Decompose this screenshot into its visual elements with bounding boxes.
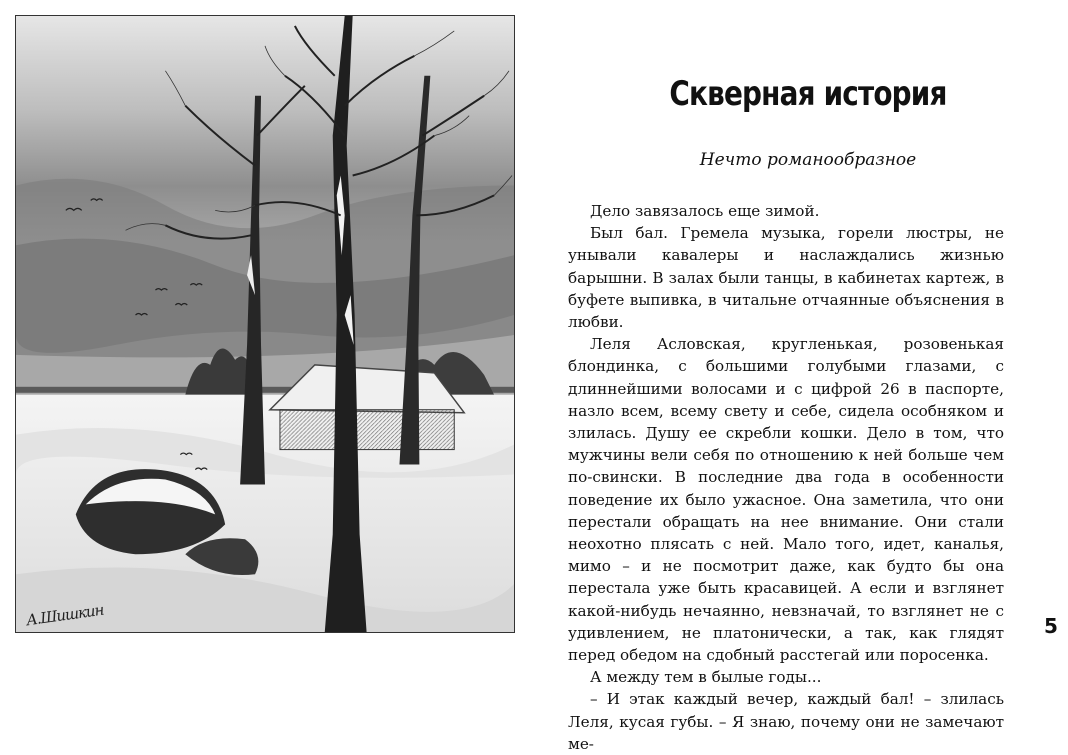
story-subtitle: Нечто романообразное (699, 150, 917, 170)
paragraph: А между тем в былые годы... (590, 668, 822, 687)
paragraph: Был бал. Гремела музыка, горели люстры, не унывали кавалеры и наслаждались жизнью барышни. В залах были танцы, в кабинетах картеж, в буфете выпивка, в читальне отчаянные объяснения в любви. (568, 224, 1004, 332)
artist-signature: А.Шишкин (25, 600, 105, 630)
paragraph: – И этак каждый вечер, каждый бал! – злилась Леля, кусая губы. – Я знаю, почему они не замечают ме- (568, 690, 1004, 753)
winter-landscape-illustration (15, 15, 515, 633)
text-page (568, 0, 1058, 753)
engraving-image (16, 16, 514, 632)
page-number: 5 (1044, 614, 1058, 638)
story-body (568, 200, 1004, 755)
paragraph: Леля Асловская, кругленькая, розовенькая блондинка, с большими голубыми глазами, с длиннейшими волосами и с цифрой 26 в паспорте, назло всем, всему свету и себе, сидела особняком и злилась. Душу ее скребли кошки. Дело в том, что мужчины вели себя по отношению к ней больше чем по-свински. В последние два года в особенности поведение их было ужасное. Она заметила, что они перестали обращать на нее внимание. Они стали неохотно плясать с ней. Мало того, идет, каналья, мимо – и не посмотрит даже, как будто бы она перестала уже быть красавицей. А если и взглянет какой-нибудь нечаянно, невзначай, то взглянет не с удивлением, не платонически, а так, как глядят перед обедом на сдобный расстегай или поросенка. (568, 335, 1004, 665)
paragraph: Дело завязалось еще зимой. (590, 202, 820, 220)
story-title: Скверная история (669, 74, 947, 114)
